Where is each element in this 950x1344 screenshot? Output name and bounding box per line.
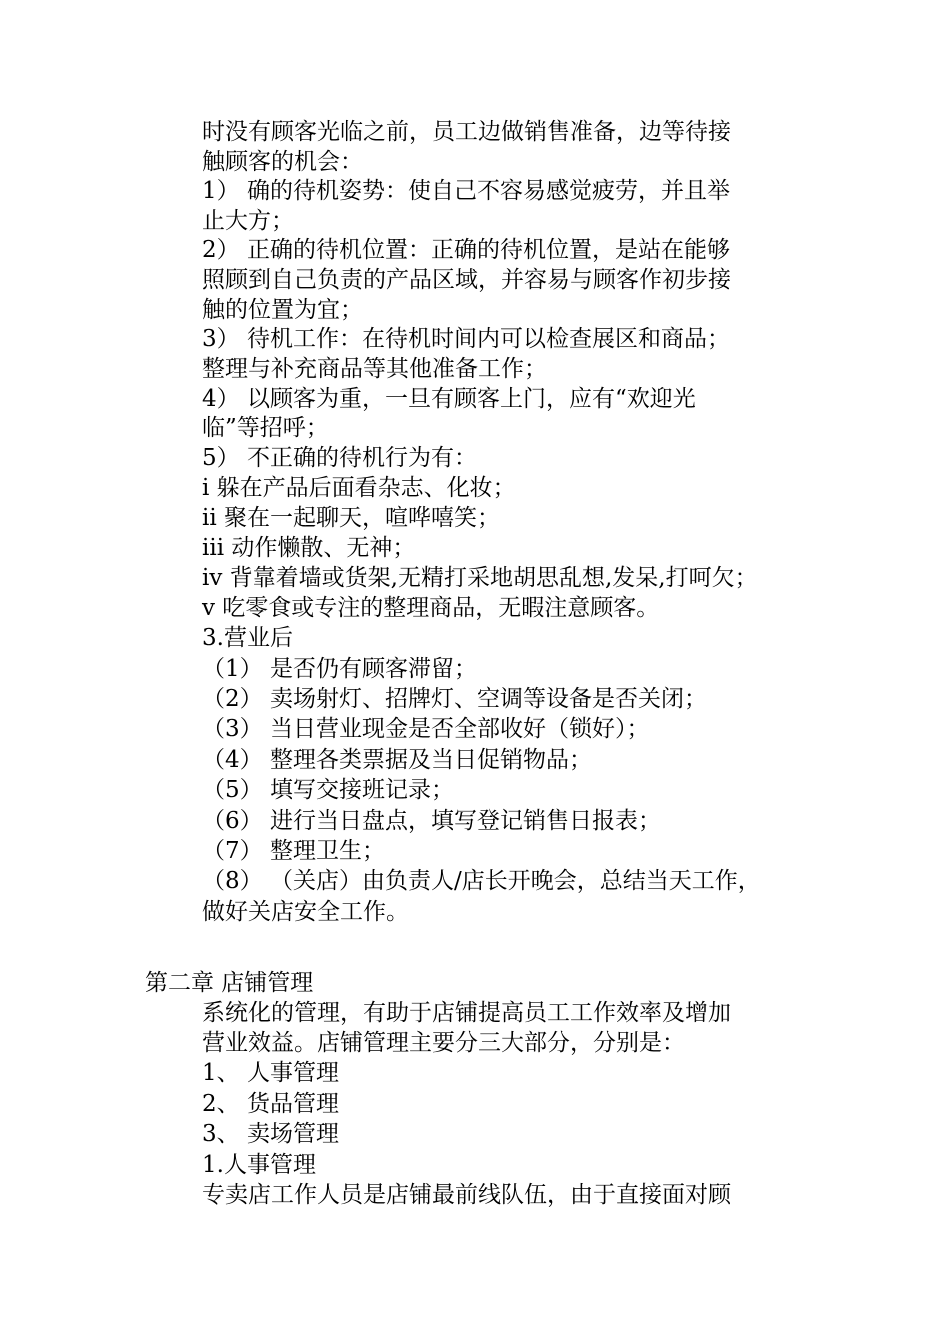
- section-heading: 1.人事管理: [202, 1152, 316, 1178]
- sub-list-item: ii 聚在一起聊天，喧哗嘻笑；: [202, 505, 501, 531]
- list-item: （8） （关店）由负责人/店长开晚会，总结当天工作，: [202, 868, 761, 894]
- list-item: （6） 进行当日盘点，填写登记销售日报表；: [202, 808, 661, 834]
- paragraph-line: 临”等招呼；: [202, 415, 329, 441]
- list-item: （2） 卖场射灯、招牌灯、空调等设备是否关闭；: [202, 686, 707, 712]
- list-item: 5） 不正确的待机行为有：: [202, 445, 477, 471]
- paragraph-line: 专卖店工作人员是店铺最前线队伍，由于直接面对顾: [202, 1182, 731, 1208]
- sub-list-item: iii 动作懒散、无神；: [202, 535, 416, 561]
- list-item: 4） 以顾客为重，一旦有顾客上门，应有“欢迎光: [202, 386, 696, 412]
- paragraph-line: 时没有顾客光临之前，员工边做销售准备，边等待接: [202, 119, 731, 145]
- list-item: 1） 确的待机姿势：使自己不容易感觉疲劳，并且举: [202, 178, 730, 204]
- paragraph-line: 触顾客的机会：: [202, 149, 363, 175]
- paragraph-line: 止大方；: [202, 208, 294, 234]
- paragraph-line: 照顾到自己负责的产品区域，并容易与顾客作初步接: [202, 267, 731, 293]
- paragraph-line: 系统化的管理，有助于店铺提高员工工作效率及增加: [202, 1000, 731, 1026]
- list-item: 3、 卖场管理: [202, 1121, 339, 1147]
- paragraph-line: 营业效益。店铺管理主要分三大部分，分别是：: [202, 1030, 685, 1056]
- section-heading: 3.营业后: [202, 625, 293, 651]
- list-item: 1、 人事管理: [202, 1060, 339, 1086]
- paragraph-line: 做好关店安全工作。: [202, 899, 409, 925]
- sub-list-item: v 吃零食或专注的整理商品，无暇注意顾客。: [202, 595, 660, 621]
- sub-list-item: iv 背靠着墙或货架,无精打采地胡思乱想,发呆,打呵欠；: [202, 565, 758, 591]
- chapter-title: 第二章 店铺管理: [145, 970, 314, 996]
- paragraph-line: 整理与补充商品等其他准备工作；: [202, 356, 547, 382]
- sub-list-item: i 躲在产品后面看杂志、化妆；: [202, 475, 516, 501]
- list-item: （5） 填写交接班记录；: [202, 777, 454, 803]
- paragraph-line: 触的位置为宜；: [202, 297, 363, 323]
- list-item: （4） 整理各类票据及当日促销物品；: [202, 747, 592, 773]
- list-item: 3） 待机工作：在待机时间内可以检查展区和商品；: [202, 326, 730, 352]
- list-item: （1） 是否仍有顾客滞留；: [202, 656, 477, 682]
- list-item: （7） 整理卫生；: [202, 838, 385, 864]
- list-item: （3） 当日营业现金是否全部收好（锁好）；: [202, 716, 650, 742]
- list-item: 2） 正确的待机位置：正确的待机位置，是站在能够: [202, 237, 730, 263]
- list-item: 2、 货品管理: [202, 1091, 339, 1117]
